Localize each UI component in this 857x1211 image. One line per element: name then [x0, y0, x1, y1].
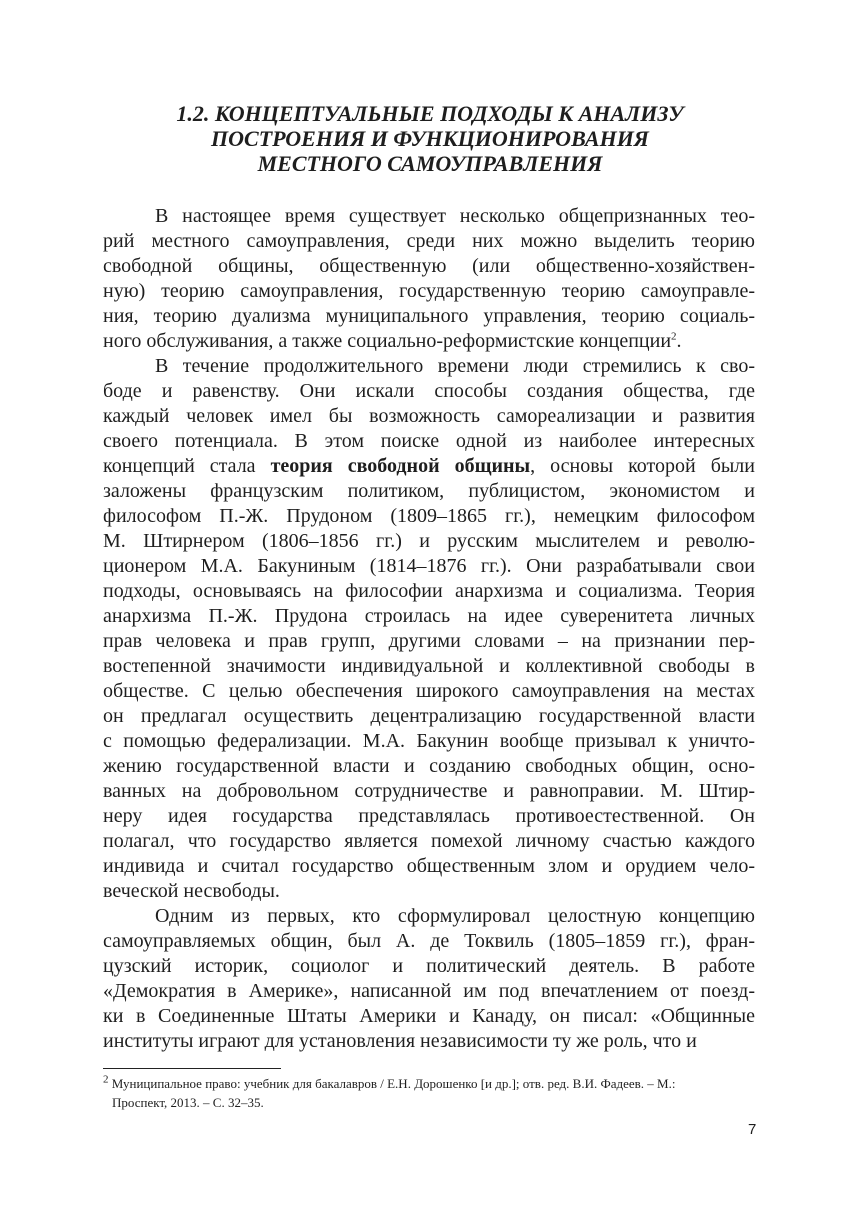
text-segment: подходы, основываясь на философии анархизма и социализма. Теория	[103, 580, 755, 602]
footnote-text: Проспект, 2013. – С. 32–35.	[112, 1095, 264, 1110]
text-line	[103, 679, 755, 704]
text-line	[103, 404, 755, 429]
section-heading	[100, 101, 760, 176]
text-segment: ную) теорию самоуправления, государственную теорию самоуправле-	[103, 280, 755, 302]
text-segment: концепций стала	[103, 455, 271, 477]
bold-term: теория свободной общины	[270, 455, 531, 477]
text-segment: заложены французским политиком, публицистом, экономистом и	[103, 480, 755, 502]
text-line	[103, 629, 755, 654]
heading-line: ПОСТРОЕНИЯ И ФУНКЦИОНИРОВАНИЯ	[211, 126, 649, 151]
text-segment: «Демократия в Америке», написанной им под впечатлением от поезд-	[103, 980, 755, 1002]
text-line	[103, 429, 755, 454]
text-segment: прав человека и прав групп, другими словами – на признании пер-	[103, 630, 755, 652]
text-segment: ного обслуживания, а также социально-реформистские концепции	[103, 330, 672, 352]
footnote-text: Муниципальное право: учебник для бакалавров / Е.Н. Дорошенко [и др.]; отв. ред. В.И. Фадеев. – М.:	[111, 1076, 676, 1091]
text-segment: боде и равенству. Они искали способы создания общества, где	[103, 380, 755, 402]
text-line	[103, 804, 755, 829]
text-segment: институты играют для установления независимости ту же роль, что и	[103, 1030, 697, 1052]
text-line	[103, 829, 755, 854]
text-segment: обществе. С целью обеспечения широкого самоуправления на местах	[103, 680, 755, 702]
text-line	[103, 754, 755, 779]
text-line	[103, 979, 755, 1004]
text-line	[103, 379, 755, 404]
footnote-reference[interactable]: 2	[671, 330, 677, 343]
text-segment: ционером М.А. Бакуниным (1814–1876 гг.). Они разрабатывали свои	[103, 555, 755, 577]
page-number: 7	[748, 1121, 757, 1138]
text-line	[103, 604, 755, 629]
text-segment: философом П.-Ж. Прудоном (1809–1865 гг.), немецким философом	[103, 505, 755, 527]
footnote	[103, 1074, 763, 1112]
text-segment: ния, теорию дуализма муниципального управления, теорию социаль-	[103, 305, 755, 327]
text-segment: .	[676, 330, 682, 352]
text-line	[103, 529, 755, 554]
text-segment: своего потенциала. В этом поиске одной из наиболее интересных	[103, 430, 755, 452]
text-line	[103, 254, 755, 279]
text-line	[103, 904, 755, 929]
text-line	[103, 579, 755, 604]
heading-line: 1.2. КОНЦЕПТУАЛЬНЫЕ ПОДХОДЫ К АНАЛИЗУ	[176, 101, 684, 126]
text-line	[103, 729, 755, 754]
text-segment: М. Штирнером (1806–1856 гг.) и русским мыслителем и револю-	[103, 530, 755, 552]
text-line	[103, 329, 755, 354]
text-segment: анархизма П.-Ж. Прудона строилась на идее суверенитета личных	[103, 605, 755, 627]
text-line	[103, 304, 755, 329]
text-line	[103, 1029, 755, 1054]
text-segment: каждый человек имел бы возможность самореализации и развития	[103, 405, 755, 427]
text-segment: жению государственной власти и созданию свободных общин, осно-	[103, 755, 755, 777]
text-line	[103, 229, 755, 254]
text-segment: индивида и считал государство общественным злом и орудием чело-	[103, 855, 755, 877]
text-segment: свободной общины, общественную (или общественно-хозяйствен-	[103, 255, 755, 277]
text-line	[103, 354, 755, 379]
text-line	[103, 879, 755, 904]
text-line	[103, 279, 755, 304]
text-segment: ки в Соединенные Штаты Америки и Канаду, он писал: «Общинные	[103, 1005, 755, 1027]
text-segment: , основы которой были	[530, 455, 755, 477]
body-text	[103, 204, 755, 1054]
text-segment: самоуправляемых общин, был А. де Токвиль (1805–1859 гг.), фран-	[103, 930, 755, 952]
text-segment: Одним из первых, кто сформулировал целостную концепцию	[155, 905, 755, 927]
text-line	[103, 654, 755, 679]
text-segment: ванных на добровольном сотрудничестве и равноправии. М. Штир-	[103, 780, 755, 802]
paragraph	[103, 354, 755, 904]
text-line	[103, 854, 755, 879]
footnote-divider	[103, 1068, 281, 1069]
heading-line: МЕСТНОГО САМОУПРАВЛЕНИЯ	[257, 151, 603, 176]
text-segment: он предлагал осуществить децентрализацию государственной власти	[103, 705, 755, 727]
text-segment: веческой несвободы.	[103, 880, 280, 902]
text-line	[103, 704, 755, 729]
text-segment: с помощью федерализации. М.А. Бакунин вообще призывал к уничто-	[103, 730, 755, 752]
paragraph	[103, 204, 755, 354]
footnote-number: 2	[103, 1073, 109, 1086]
text-line	[103, 954, 755, 979]
text-line	[103, 204, 755, 229]
text-line	[103, 929, 755, 954]
text-segment: рий местного самоуправления, среди них можно выделить теорию	[103, 230, 755, 252]
text-segment: полагал, что государство является помехой личному счастью каждого	[103, 830, 755, 852]
paragraph	[103, 904, 755, 1054]
text-segment: В течение продолжительного времени люди стремились к сво-	[155, 355, 755, 377]
text-line	[103, 554, 755, 579]
text-segment: В настоящее время существует несколько общепризнанных тео-	[155, 205, 755, 227]
text-line	[103, 1004, 755, 1029]
text-segment: неру идея государства представлялась противоестественной. Он	[103, 805, 755, 827]
text-segment: востепенной значимости индивидуальной и коллективной свободы в	[103, 655, 755, 677]
text-line	[103, 504, 755, 529]
text-line	[103, 779, 755, 804]
text-line	[103, 479, 755, 504]
text-line	[103, 454, 755, 479]
text-segment: цузский историк, социолог и политический деятель. В работе	[103, 955, 755, 977]
